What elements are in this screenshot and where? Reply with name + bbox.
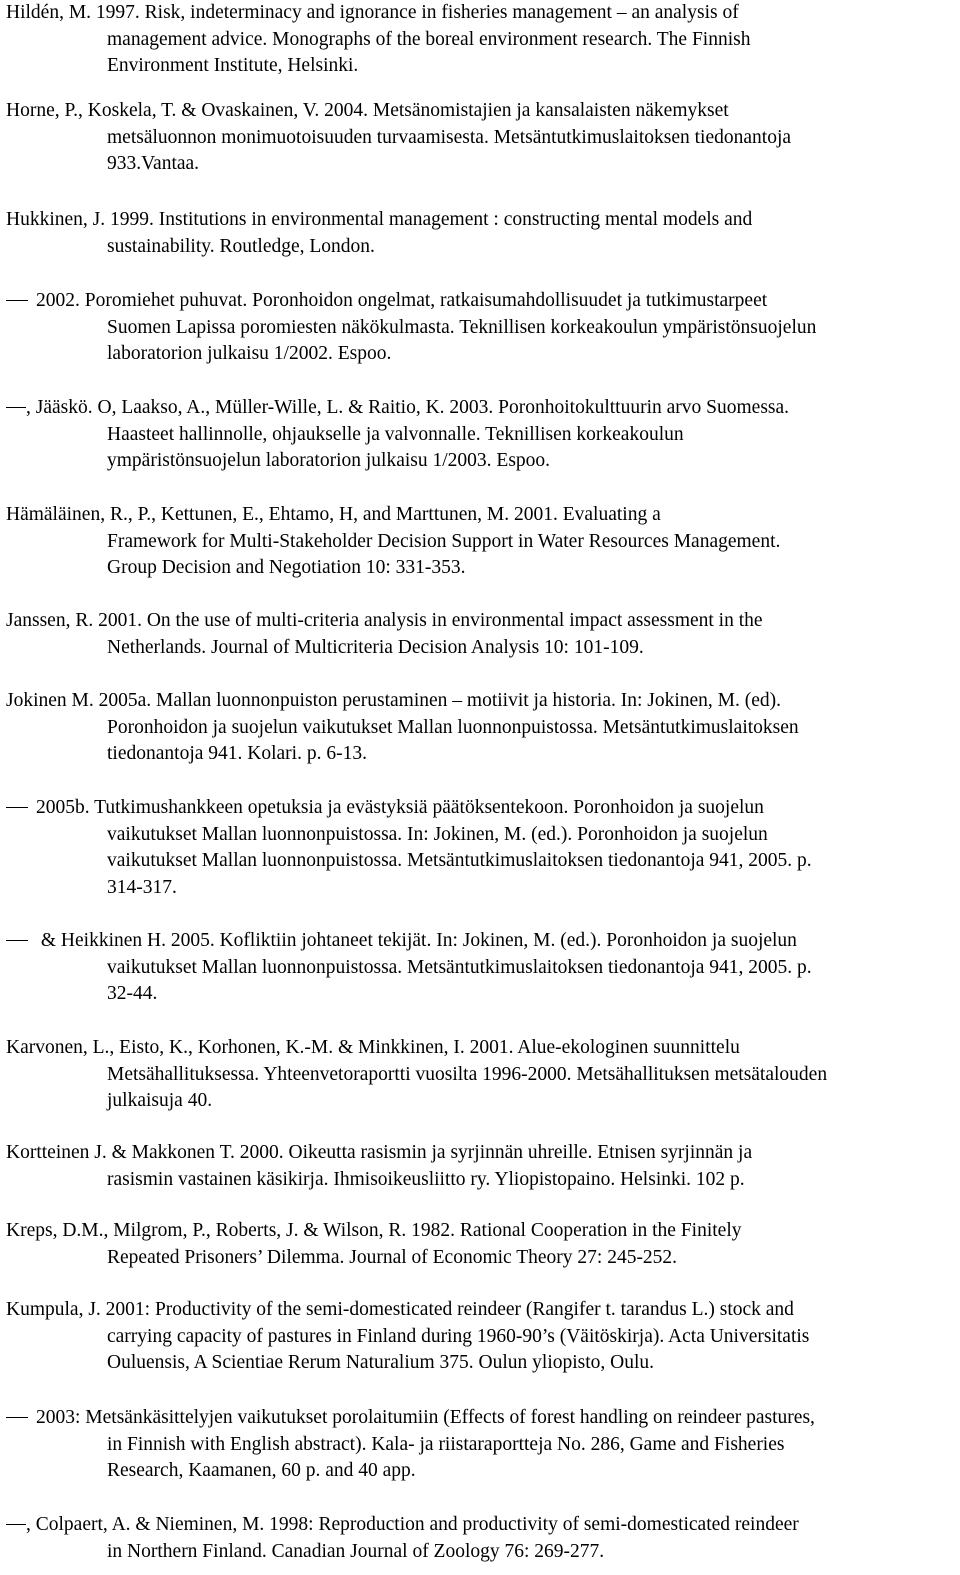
reference-first-line xyxy=(6,608,763,634)
reference-first-line xyxy=(6,207,752,233)
reference-first-line xyxy=(6,502,661,528)
reference-text: in Northern Finland. Canadian Journal of Zoology 76: 269-277. xyxy=(107,1540,605,1562)
reference-continuation-line xyxy=(107,1062,827,1088)
reference-text: vaikutukset Mallan luonnonpuistossa. Metsäntutkimuslaitoksen tiedonantoja 941, 2005. p. xyxy=(107,850,812,871)
reference-continuation-line xyxy=(107,151,199,177)
reference-first-line xyxy=(6,1140,752,1166)
reference-continuation-line xyxy=(107,315,816,341)
reference-continuation-line xyxy=(107,422,684,448)
reference-text: 933.Vantaa. xyxy=(107,153,200,174)
reference-text: Kreps, D.M., Milgrom, P., Roberts, J. & Wilson, R. 1982. Rational Cooperation in the Finitely xyxy=(6,1220,742,1241)
reference-continuation-line xyxy=(107,234,375,260)
reference-first-line xyxy=(6,928,797,954)
repeat-author-dash xyxy=(6,807,28,808)
reference-first-line xyxy=(6,795,764,821)
reference-continuation-line xyxy=(107,341,391,367)
reference-text: Poronhoidon ja suojelun vaikutukset Mallan luonnonpuistossa. Metsäntutkimuslaitoksen xyxy=(107,716,799,738)
reference-continuation-line xyxy=(107,1432,784,1458)
reference-continuation-line xyxy=(107,741,367,767)
repeat-author-dash xyxy=(6,1417,28,1418)
reference-text: Hämäläinen, R., P., Kettunen, E., Ehtamo, H, and Marttunen, M. 2001. Evaluating a xyxy=(6,504,661,525)
reference-text: & Heikkinen H. 2005. Kofliktiin johtaneet tekijät. In: Jokinen, M. (ed.). Poronhoidon ja suojelun xyxy=(36,930,797,951)
reference-text: Hildén, M. 1997. Risk, indeterminacy and ignorance in fisheries management – an analysis of xyxy=(6,2,739,23)
reference-continuation-line xyxy=(107,53,358,79)
reference-text: vaikutukset Mallan luonnonpuistossa. In: Jokinen, M. (ed.). Poronhoidon ja suojelun xyxy=(107,823,768,845)
reference-first-line xyxy=(6,1512,799,1538)
reference-text: sustainability. Routledge, London. xyxy=(107,235,375,257)
reference-text: Horne, P., Koskela, T. & Ovaskainen, V. 2004. Metsänomistajien ja kansalaisten näkemykset xyxy=(6,100,729,121)
reference-continuation-line xyxy=(107,448,550,474)
reference-text: Environment Institute, Helsinki. xyxy=(107,55,359,76)
reference-first-line xyxy=(6,688,781,714)
reference-text: julkaisuja 40. xyxy=(107,1090,213,1111)
reference-continuation-line xyxy=(107,955,812,981)
reference-continuation-line xyxy=(107,875,177,901)
reference-continuation-line xyxy=(107,848,812,874)
reference-text: 2005b. Tutkimushankkeen opetuksia ja evästyksiä päätöksentekoon. Poronhoidon ja suojelun xyxy=(36,797,764,818)
reference-text: 2003: Metsänkäsittelyjen vaikutukset porolaitumiin (Effects of forest handling on reindeer pastures, xyxy=(36,1407,815,1428)
reference-continuation-line xyxy=(107,715,799,741)
reference-text: management advice. Monographs of the boreal environment research. The Finnish xyxy=(107,28,751,50)
reference-text: , Colpaert, A. & Nieminen, M. 1998: Reproduction and productivity of semi-domesticated reindeer xyxy=(26,1514,799,1535)
reference-text: 314-317. xyxy=(107,876,177,898)
reference-text: Suomen Lapissa poromiesten näkökulmasta. Teknillisen korkeakoulun ympäristönsuojelun xyxy=(107,316,817,338)
reference-text: Netherlands. Journal of Multicriteria Decision Analysis 10: 101-109. xyxy=(107,636,644,658)
reference-text: Research, Kaamanen, 60 p. and 40 app. xyxy=(107,1460,416,1481)
reference-text: Metsähallituksessa. Yhteenvetoraportti vuosilta 1996-2000. Metsähallituksen metsätalouden xyxy=(107,1063,828,1085)
reference-text: tiedonantoja 941. Kolari. p. 6-13. xyxy=(107,743,367,764)
reference-first-line xyxy=(6,1405,815,1431)
reference-text: Jokinen M. 2005a. Mallan luonnonpuiston perustaminen – motiivit ja historia. In: Jokinen, M. (ed). xyxy=(6,690,782,711)
reference-text: Ouluensis, A Scientiae Rerum Naturalium 375. Oulun yliopisto, Oulu. xyxy=(107,1352,655,1373)
reference-text: 2002. Poromiehet puhuvat. Poronhoidon ongelmat, ratkaisumahdollisuudet ja tutkimustarpeet xyxy=(36,290,768,311)
reference-continuation-line xyxy=(107,1458,416,1484)
repeat-author-dash xyxy=(6,300,28,301)
reference-text: Kumpula, J. 2001: Productivity of the semi-domesticated reindeer (Rangifer t. tarandus L.) stock and xyxy=(6,1299,794,1320)
reference-continuation-line xyxy=(107,1245,677,1271)
reference-first-line xyxy=(6,0,739,26)
reference-text: Haasteet hallinnolle, ohjaukselle ja valvonnalle. Teknillisen korkeakoulun xyxy=(107,423,684,445)
reference-text: in Finnish with English abstract). Kala- ja riistaraportteja No. 286, Game and Fisheries xyxy=(107,1433,785,1455)
reference-continuation-line xyxy=(107,27,750,53)
reference-continuation-line xyxy=(107,555,466,581)
reference-first-line xyxy=(6,395,789,421)
reference-text: Karvonen, L., Eisto, K., Korhonen, K.-M. & Minkkinen, I. 2001. Alue-ekologinen suunnittelu xyxy=(6,1037,740,1058)
reference-text: vaikutukset Mallan luonnonpuistossa. Metsäntutkimuslaitoksen tiedonantoja 941, 2005. p. xyxy=(107,956,812,978)
reference-continuation-line xyxy=(107,1088,212,1114)
reference-text: Repeated Prisoners’ Dilemma. Journal of Economic Theory 27: 245-252. xyxy=(107,1246,678,1268)
reference-text: metsäluonnon monimuotoisuuden turvaamisesta. Metsäntutkimuslaitoksen tiedonantoja xyxy=(107,126,792,148)
reference-first-line xyxy=(6,1035,740,1061)
reference-continuation-line xyxy=(107,635,644,661)
reference-continuation-line xyxy=(107,1350,654,1376)
reference-text: , Jääskö. O, Laakso, A., Müller-Wille, L. & Raitio, K. 2003. Poronhoitokulttuurin arvo Suomessa. xyxy=(26,397,790,418)
repeat-author-dash xyxy=(6,407,26,408)
reference-text: carrying capacity of pastures in Finland during 1960-90’s (Väitöskirja). Acta Universitatis xyxy=(107,1325,810,1347)
repeat-author-dash xyxy=(6,940,28,941)
reference-continuation-line xyxy=(107,1167,745,1193)
reference-text: Kortteinen J. & Makkonen T. 2000. Oikeutta rasismin ja syrjinnän uhreille. Etnisen syrjinnän ja xyxy=(6,1142,753,1163)
reference-text: Hukkinen, J. 1999. Institutions in environmental management : constructing mental models and xyxy=(6,209,753,230)
reference-continuation-line xyxy=(107,981,157,1007)
reference-text: laboratorion julkaisu 1/2002. Espoo. xyxy=(107,343,392,364)
reference-first-line xyxy=(6,98,729,124)
reference-continuation-line xyxy=(107,822,768,848)
reference-first-line xyxy=(6,1218,742,1244)
reference-text: Group Decision and Negotiation 10: 331-353. xyxy=(107,557,466,578)
reference-continuation-line xyxy=(107,1324,809,1350)
reference-first-line xyxy=(6,1297,794,1323)
reference-continuation-line xyxy=(107,529,780,555)
reference-text: 32-44. xyxy=(107,983,158,1004)
reference-first-line xyxy=(6,288,767,314)
reference-text: Framework for Multi-Stakeholder Decision Support in Water Resources Management. xyxy=(107,530,781,552)
repeat-author-dash xyxy=(6,1524,26,1525)
reference-continuation-line xyxy=(107,125,791,151)
reference-continuation-line xyxy=(107,1539,604,1565)
reference-text: Janssen, R. 2001. On the use of multi-criteria analysis in environmental impact assessment in the xyxy=(6,610,763,631)
reference-text: ympäristönsuojelun laboratorion julkaisu 1/2003. Espoo. xyxy=(107,450,551,471)
reference-text: rasismin vastainen käsikirja. Ihmisoikeusliitto ry. Yliopistopaino. Helsinki. 102 p. xyxy=(107,1168,745,1190)
